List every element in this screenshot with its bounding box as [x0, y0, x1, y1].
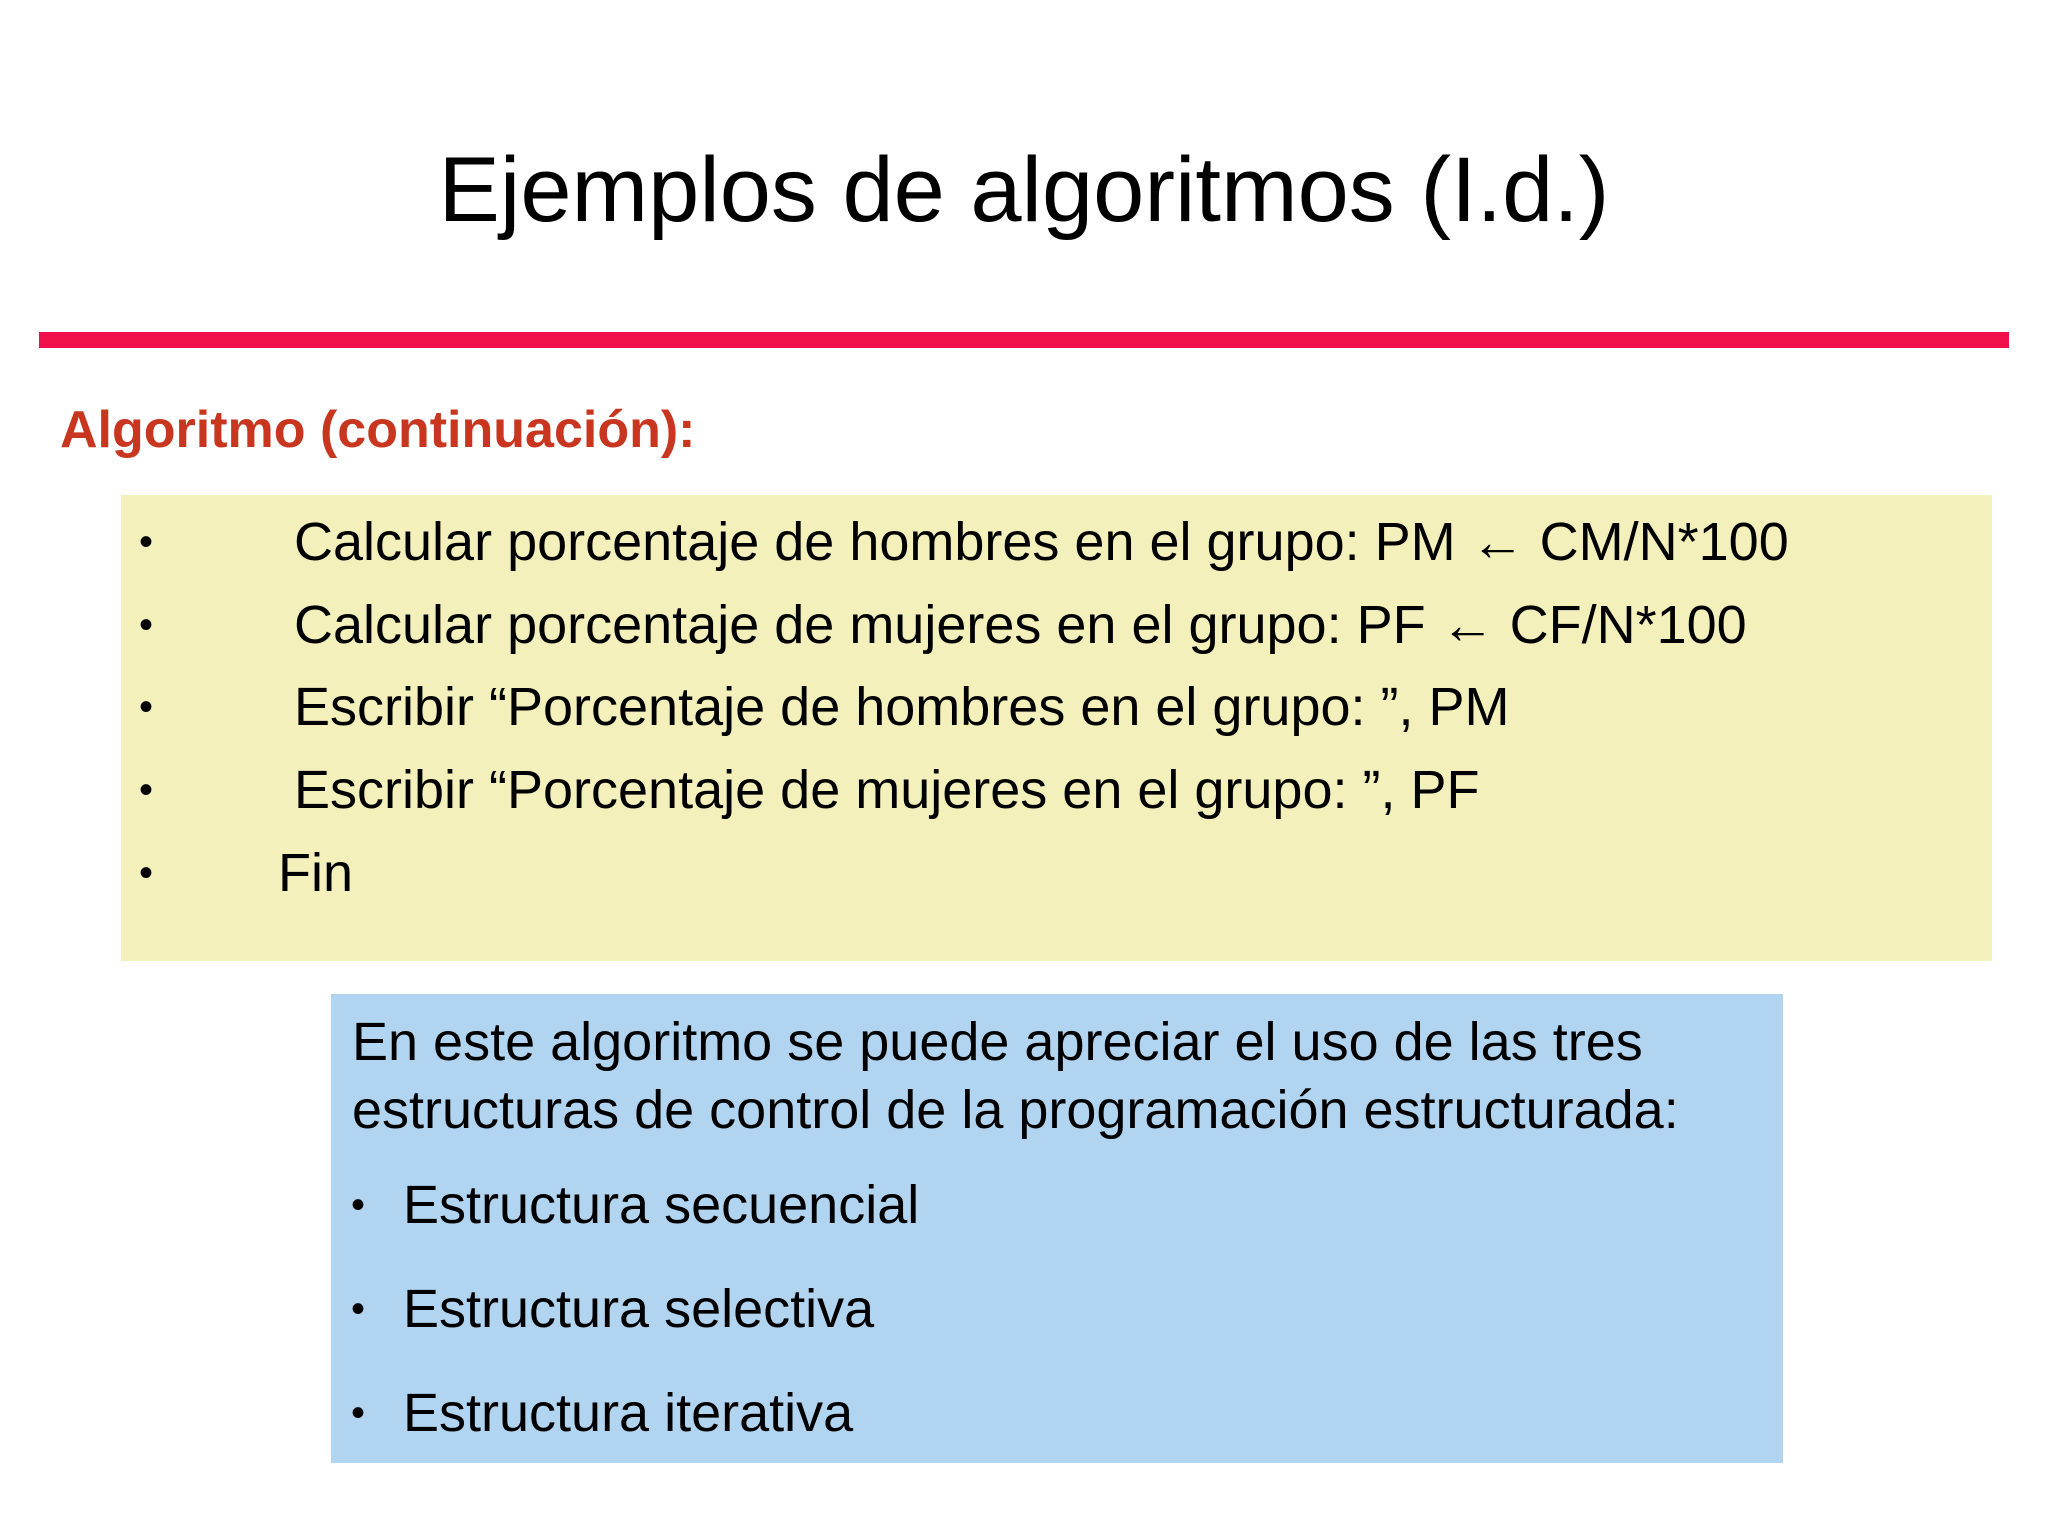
bullet-icon: • — [351, 1287, 366, 1331]
algorithm-step-text: Calcular porcentaje de mujeres en el grupo: PF ← CF/N*100 — [294, 595, 1747, 655]
algorithm-step — [121, 755, 1992, 825]
algorithm-step — [121, 507, 1992, 577]
algorithm-step-text: Escribir “Porcentaje de mujeres en el grupo: ”, PF — [294, 760, 1480, 820]
note-list-item — [351, 1378, 1771, 1448]
bullet-icon: • — [139, 520, 154, 564]
note-list-item — [351, 1170, 1771, 1240]
slide-title: Ejemplos de algoritmos (I.d.) — [438, 139, 1610, 241]
bullet-icon: • — [139, 851, 154, 895]
algorithm-step — [121, 590, 1992, 660]
note-paragraph: En este algoritmo se puede apreciar el uso de las tres estructuras de control de la programación estructurada: — [352, 1012, 1679, 1140]
bullet-icon: • — [351, 1391, 366, 1435]
algorithm-step-text: Fin — [278, 843, 354, 903]
algorithm-box — [121, 495, 1992, 961]
note-box — [331, 994, 1783, 1463]
bullet-icon: • — [139, 685, 154, 729]
title-divider — [39, 332, 2009, 348]
bullet-icon: • — [139, 603, 154, 647]
note-item-text: Estructura secuencial — [403, 1175, 920, 1235]
section-heading: Algoritmo (continuación): — [60, 401, 696, 459]
algorithm-step — [121, 672, 1992, 742]
bullet-icon: • — [351, 1183, 366, 1227]
bullet-icon: • — [139, 768, 154, 812]
algorithm-step — [121, 838, 1992, 908]
note-item-text: Estructura iterativa — [403, 1383, 854, 1443]
note-list-item — [351, 1274, 1771, 1344]
algorithm-step-text: Escribir “Porcentaje de hombres en el grupo: ”, PM — [294, 677, 1510, 737]
note-item-text: Estructura selectiva — [403, 1279, 875, 1339]
algorithm-step-text: Calcular porcentaje de hombres en el grupo: PM ← CM/N*100 — [294, 512, 1789, 572]
